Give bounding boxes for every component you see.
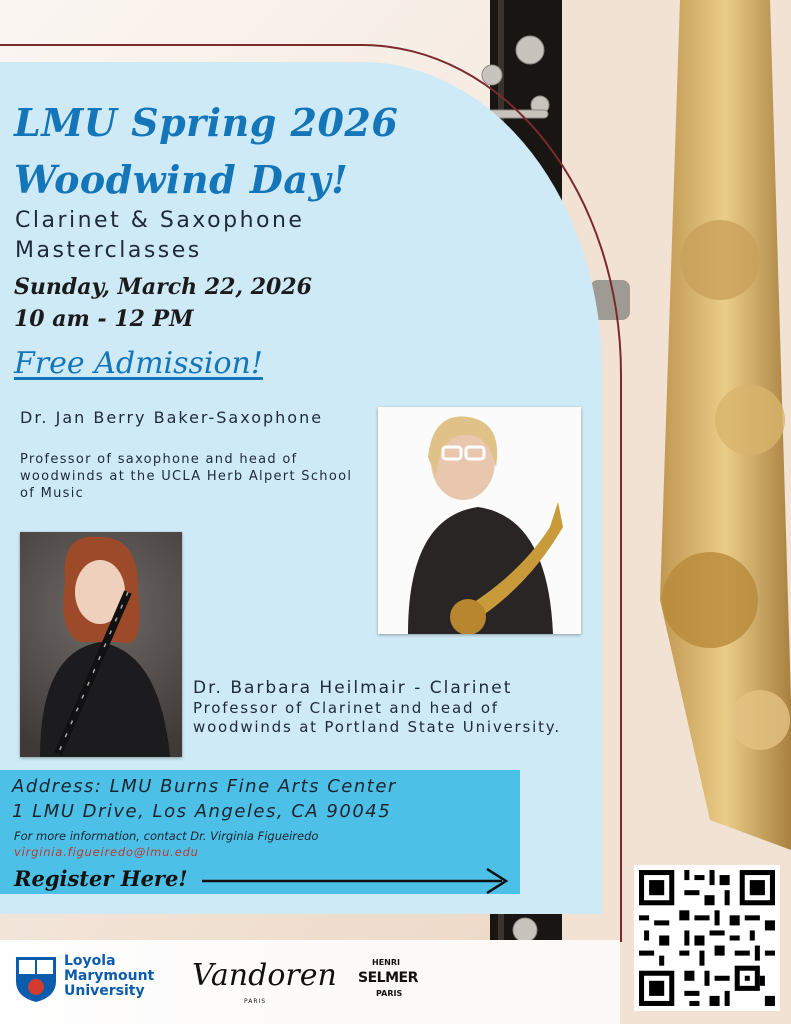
contact-text: For more information, contact Dr. Virginia Figueiredo: [14, 829, 319, 843]
lmu-shield-logo: [14, 955, 58, 1003]
selmer-logo-henri: HENRI: [372, 958, 400, 967]
event-title-line1: LMU Spring 2026: [14, 100, 399, 145]
event-time: 10 am - 12 PM: [14, 306, 194, 332]
portrait-clarinetist-icon: [20, 532, 182, 757]
lmu-word-3: University: [64, 983, 145, 999]
event-subtitle: Clarinet & Saxophone Masterclasses: [15, 208, 305, 263]
free-admission-heading: Free Admission!: [14, 346, 263, 381]
presenter-heilmair-description: Professor of Clarinet and head of woodwinds at Portland State University.: [193, 699, 561, 736]
lmu-wordmark: [64, 954, 154, 999]
register-link[interactable]: Register Here!: [14, 866, 188, 891]
long-arrow-right-icon[interactable]: [200, 866, 512, 896]
address-line2: 1 LMU Drive, Los Angeles, CA 90045: [12, 801, 392, 822]
presenter-heilmair-name: Dr. Barbara Heilmair - Clarinet: [193, 678, 513, 698]
contact-email-link[interactable]: virginia.figueiredo@lmu.edu: [14, 845, 199, 859]
event-date: Sunday, March 22, 2026: [14, 274, 312, 300]
selmer-logo: SELMER: [358, 970, 418, 986]
address-line1: Address: LMU Burns Fine Arts Center: [12, 776, 397, 797]
presenter-baker-description: Professor of saxophone and head of woodwinds at the UCLA Herb Alpert School of Music: [20, 452, 353, 501]
registration-qr-code[interactable]: [634, 865, 780, 1011]
presenter-baker-name: Dr. Jan Berry Baker-Saxophone: [20, 408, 324, 427]
event-title-line2: Woodwind Day!: [14, 157, 349, 202]
vandoren-logo-subtext: PARIS: [244, 998, 267, 1005]
vandoren-logo: Vandoren: [192, 958, 337, 993]
selmer-logo-paris: PARIS: [376, 989, 403, 998]
presenter-heilmair-photo: [20, 532, 182, 757]
lmu-word-1: Loyola: [64, 953, 116, 969]
lmu-word-2: Marymount: [64, 968, 155, 984]
portrait-saxophonist-icon: [378, 407, 581, 634]
presenter-baker-photo: [378, 407, 581, 634]
